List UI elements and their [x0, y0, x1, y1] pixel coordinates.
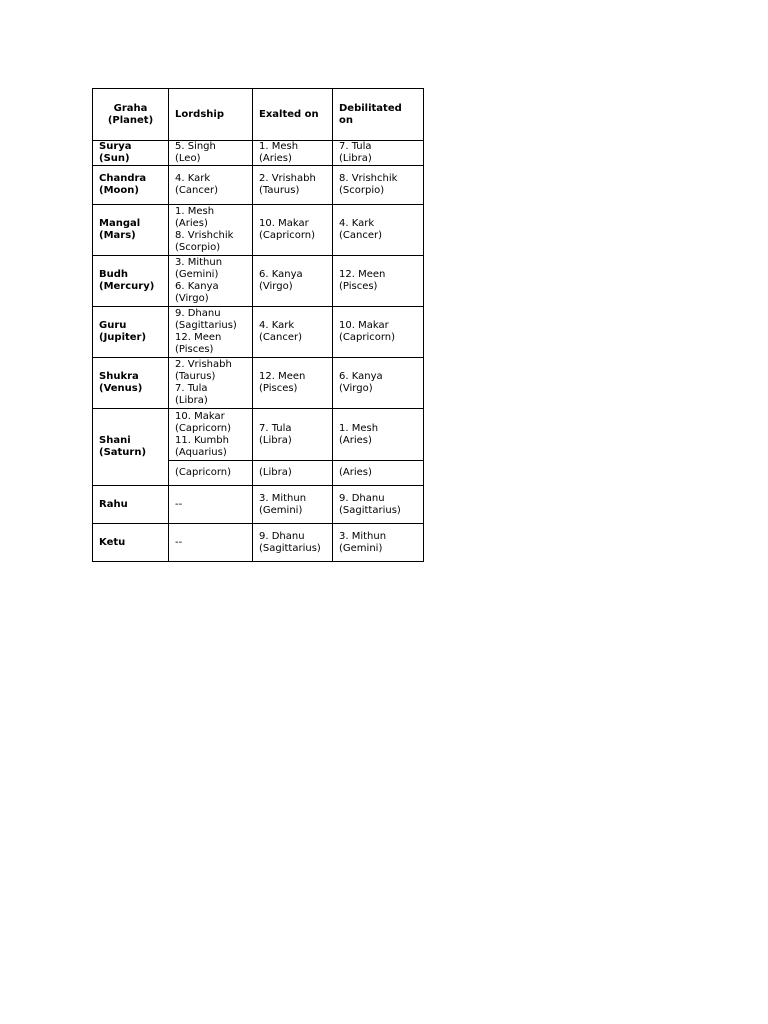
planet-cell: Shani (Saturn): [93, 409, 169, 486]
exalted-cell: 9. Dhanu (Sagittarius): [253, 524, 333, 562]
lordship-cell: 2. Vrishabh (Taurus) 7. Tula (Libra): [169, 358, 253, 409]
debilitated-cell: (Aries): [333, 461, 424, 486]
table-row: [93, 486, 424, 524]
header-exalted: Exalted on: [253, 89, 333, 141]
table-row: [93, 141, 424, 166]
exalted-cell: (Libra): [253, 461, 333, 486]
table-row: [93, 524, 424, 562]
lordship-cell: 5. Singh (Leo): [169, 141, 253, 166]
planet-cell: Chandra (Moon): [93, 166, 169, 205]
lordship-cell: (Capricorn): [169, 461, 253, 486]
debilitated-cell: 10. Makar (Capricorn): [333, 307, 424, 358]
debilitated-cell: 1. Mesh (Aries): [333, 409, 424, 461]
exalted-cell: 2. Vrishabh (Taurus): [253, 166, 333, 205]
debilitated-cell: 12. Meen (Pisces): [333, 256, 424, 307]
planet-cell: Shukra (Venus): [93, 358, 169, 409]
lordship-cell: 10. Makar (Capricorn) 11. Kumbh (Aquarius): [169, 409, 253, 461]
lordship-cell: 3. Mithun (Gemini) 6. Kanya (Virgo): [169, 256, 253, 307]
exalted-cell: 10. Makar (Capricorn): [253, 205, 333, 256]
exalted-cell: 3. Mithun (Gemini): [253, 486, 333, 524]
planet-cell: Ketu: [93, 524, 169, 562]
lordship-cell: 4. Kark (Cancer): [169, 166, 253, 205]
header-graha: Graha (Planet): [93, 89, 169, 141]
exalted-cell: 4. Kark (Cancer): [253, 307, 333, 358]
exalted-cell: 7. Tula (Libra): [253, 409, 333, 461]
lordship-cell: --: [169, 486, 253, 524]
header-debilitated: Debilitated on: [333, 89, 424, 141]
table-row: [93, 205, 424, 256]
exalted-cell: 1. Mesh (Aries): [253, 141, 333, 166]
debilitated-cell: 6. Kanya (Virgo): [333, 358, 424, 409]
table-row: [93, 256, 424, 307]
table-row: [93, 307, 424, 358]
planet-cell: Rahu: [93, 486, 169, 524]
planet-cell: Surya (Sun): [93, 141, 169, 166]
table-row: [93, 166, 424, 205]
lordship-cell: 9. Dhanu (Sagittarius) 12. Meen (Pisces): [169, 307, 253, 358]
debilitated-cell: 7. Tula (Libra): [333, 141, 424, 166]
header-row: [93, 89, 424, 141]
debilitated-cell: 8. Vrishchik (Scorpio): [333, 166, 424, 205]
exalted-cell: 12. Meen (Pisces): [253, 358, 333, 409]
table-row: [93, 409, 424, 461]
header-lordship: Lordship: [169, 89, 253, 141]
debilitated-cell: 9. Dhanu (Sagittarius): [333, 486, 424, 524]
lordship-cell: --: [169, 524, 253, 562]
planet-cell: Guru (Jupiter): [93, 307, 169, 358]
planet-table: [92, 88, 424, 562]
lordship-cell: 1. Mesh (Aries) 8. Vrishchik (Scorpio): [169, 205, 253, 256]
planet-cell: Mangal (Mars): [93, 205, 169, 256]
debilitated-cell: 4. Kark (Cancer): [333, 205, 424, 256]
exalted-cell: 6. Kanya (Virgo): [253, 256, 333, 307]
table-row: [93, 358, 424, 409]
planet-cell: Budh (Mercury): [93, 256, 169, 307]
debilitated-cell: 3. Mithun (Gemini): [333, 524, 424, 562]
